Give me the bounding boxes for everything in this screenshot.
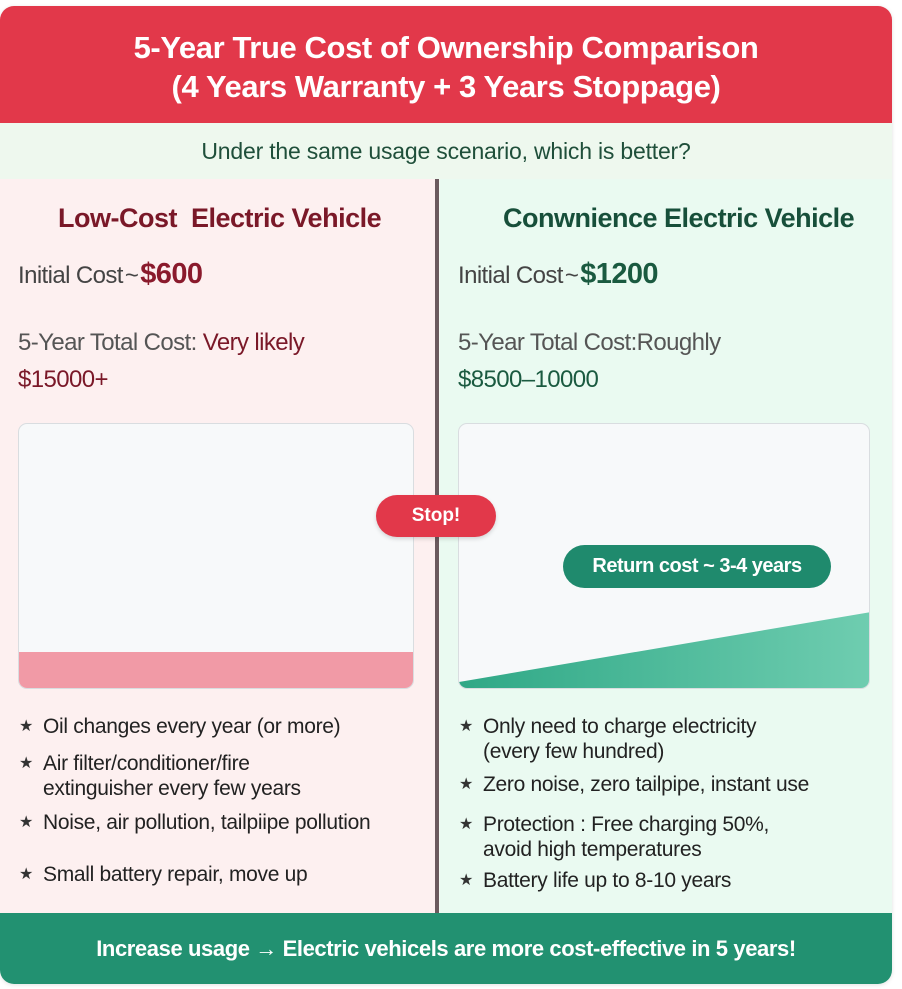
- list-item: ★ Oil changes every year (or more): [19, 715, 341, 738]
- list-item: ★ Small battery repair, move up: [19, 863, 308, 886]
- low-cost-initial-cost: [18, 258, 202, 291]
- total-cost-value: $8500–10000: [458, 366, 599, 393]
- tilde: ~: [124, 262, 139, 289]
- star-icon: ★: [19, 814, 34, 831]
- scenario-question: Under the same usage scenario, which is better?: [0, 123, 892, 179]
- list-item: ★ Noise, air pollution, tailpiipe pollution: [19, 811, 371, 834]
- star-icon: ★: [459, 872, 474, 889]
- conclusion-banner: Increase usage → Electric vehicels are more cost-effective in 5 years!: [0, 913, 892, 984]
- low-cost-cost-bar: [19, 652, 413, 688]
- convenience-total-cost: [458, 324, 721, 398]
- total-cost-qualifier: Very likely: [202, 329, 305, 356]
- convenience-savings-area: [459, 612, 870, 688]
- low-cost-title: Low-Cost Electric Vehicle: [58, 203, 382, 233]
- low-cost-total-cost: [18, 324, 304, 398]
- list-item: ★ Air filter/conditioner/fire extinguisher every few years: [19, 752, 301, 800]
- total-cost-label: 5-Year Total Cost:: [18, 329, 197, 356]
- star-icon: ★: [19, 866, 34, 883]
- star-icon: ★: [459, 718, 474, 735]
- stop-badge: Stop!: [376, 495, 496, 537]
- list-item: ★ Battery life up to 8-10 years: [459, 869, 732, 892]
- convenience-title: Conwnience Electric Vehicle: [503, 203, 855, 233]
- star-icon: ★: [19, 755, 34, 772]
- list-item: ★ Only need to charge electricity (every few hundred): [459, 715, 757, 763]
- total-cost-label: 5-Year Total Cost:: [458, 329, 637, 356]
- star-icon: ★: [459, 816, 474, 833]
- initial-cost-value: $600: [140, 258, 203, 290]
- initial-cost-value: $1200: [580, 258, 658, 290]
- page-subtitle: (4 Years Warranty + 3 Years Stoppage): [171, 69, 721, 104]
- star-icon: ★: [459, 776, 474, 793]
- column-divider: [435, 179, 439, 913]
- star-icon: ★: [19, 718, 34, 735]
- list-item: ★ Zero noise, zero tailpipe, instant use: [459, 773, 809, 796]
- list-item: ★ Protection : Free charging 50%, avoid high temperatures: [459, 813, 770, 861]
- total-cost-qualifier: Roughly: [636, 329, 721, 356]
- return-cost-badge: Return cost ~ 3-4 years: [563, 545, 831, 588]
- convenience-initial-cost: [458, 258, 658, 291]
- low-cost-cost-graphic: [18, 423, 414, 689]
- tilde: ~: [564, 262, 579, 289]
- total-cost-value: $15000+: [18, 366, 108, 393]
- header-banner: [0, 6, 892, 123]
- page-title: 5-Year True Cost of Ownership Comparison: [133, 30, 759, 65]
- low-cost-panel: [0, 179, 436, 913]
- initial-cost-label: Initial Cost: [458, 262, 563, 289]
- initial-cost-label: Initial Cost: [18, 262, 123, 289]
